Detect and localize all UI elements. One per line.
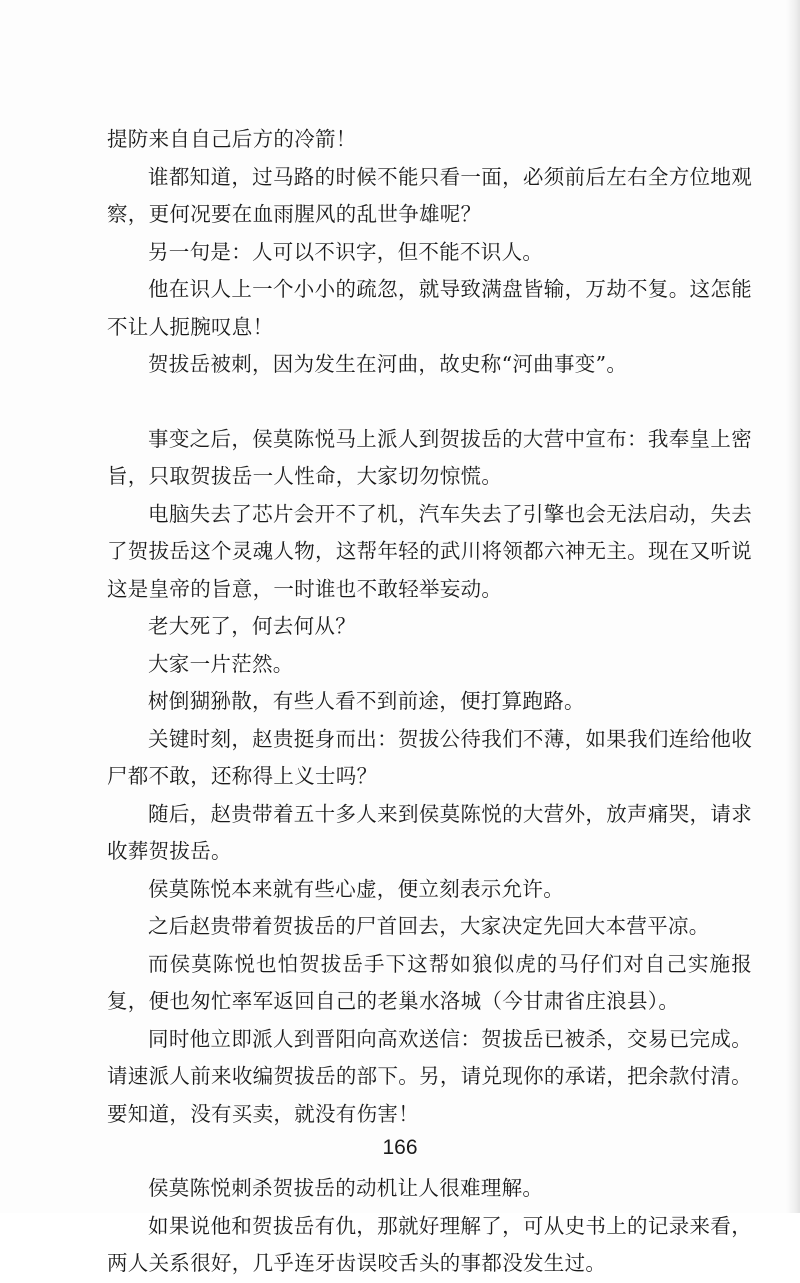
page-edge-shadow — [786, 0, 800, 1213]
section-break — [107, 384, 752, 421]
paragraph: 同时他立即派人到晋阳向高欢送信：贺拔岳已被杀，交易已完成。请速派人前来收编贺拔岳的部下。另，请兑现你的承诺，把余款付清。要知道，没有买卖，就没有伤害！ — [107, 1026, 752, 1126]
paragraph: 大家一片茫然。 — [148, 651, 294, 676]
paragraph: 另一句是：人可以不识字，但不能不识人。 — [148, 239, 544, 264]
paragraph: 侯莫陈悦本来就有些心虚，便立刻表示允许。 — [148, 876, 564, 901]
paragraph: 树倒猢狲散，有些人看不到前途，便打算跑路。 — [148, 689, 585, 713]
page-number: 166 — [382, 1136, 418, 1159]
paragraph: 之后赵贵带着贺拔岳的尸首回去，大家决定先回大本营平凉。 — [148, 914, 710, 938]
paragraph: 提防来自自己后方的冷箭！ — [107, 127, 357, 151]
paragraph: 侯莫陈悦刺杀贺拔岳的动机让人很难理解。 — [148, 1176, 544, 1200]
paragraph: 电脑失去了芯片会开不了机，汽车失去了引擎也会无法启动，失去了贺拔岳这个灵魂人物，这帮年轻的武川将领都六神无主。现在又听说这是皇帝的旨意，一时谁也不敢轻举妄动。 — [107, 501, 752, 601]
paragraph: 贺拔岳被刺，因为发生在河曲，故史称“河曲事变”。 — [148, 352, 628, 376]
paragraph: 事变之后，侯莫陈悦马上派人到贺拔岳的大营中宣布：我奉皇上密旨，只取贺拔岳一人性命，大家切勿惊慌。 — [107, 426, 752, 488]
paragraph: 随后，赵贵带着五十多人来到侯莫陈悦的大营外，放声痛哭，请求收葬贺拔岳。 — [107, 801, 752, 863]
paragraph: 他在识人上一个小小的疏忽，就导致满盘皆输，万劫不复。这怎能不让人扼腕叹息！ — [107, 277, 752, 339]
paragraph: 老大死了，何去何从？ — [148, 614, 356, 638]
paragraph: 谁都知道，过马路的时候不能只看一面，必须前后左右全方位地观察，更何况要在血雨腥风的乱世争雄呢？ — [107, 164, 752, 226]
paragraph: 如果说他和贺拔岳有仇，那就好理解了，可从史书上的记录来看，两人关系很好，几乎连牙齿误咬舌头的事都没发生过。 — [107, 1213, 752, 1275]
paragraph: 而侯莫陈悦也怕贺拔岳手下这帮如狼似虎的马仔们对自己实施报复，便也匆忙率军返回自己的老巢水洛城（今甘肃省庄浪县）。 — [107, 951, 752, 1013]
body-text — [107, 121, 752, 1283]
paragraph: 关键时刻，赵贵挺身而出：贺拔公待我们不薄，如果我们连给他收尸都不敢，还称得上义士吗？ — [107, 726, 752, 788]
